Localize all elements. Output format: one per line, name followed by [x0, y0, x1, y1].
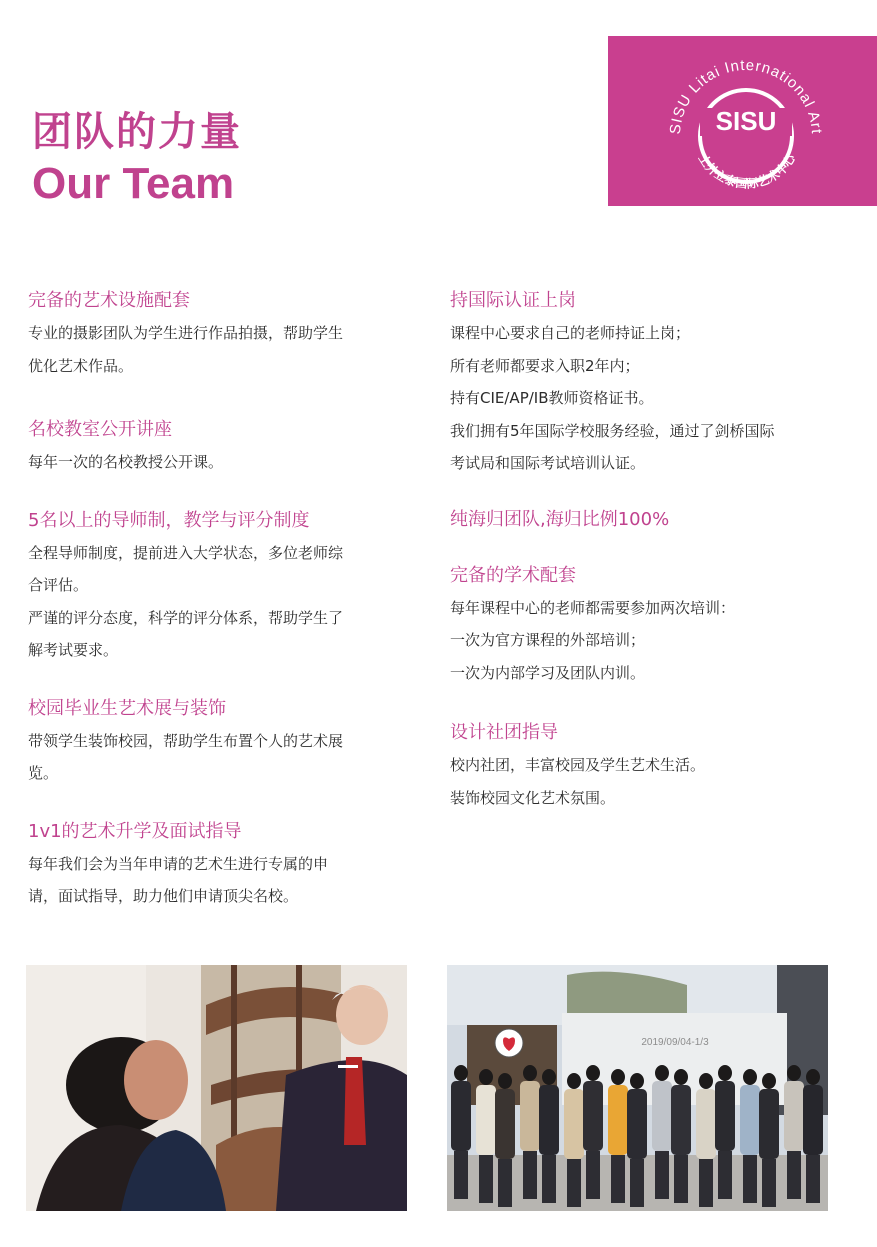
person-body [740, 1085, 760, 1155]
person-body [608, 1085, 628, 1155]
sisu-logo [608, 36, 877, 206]
section-4 [28, 693, 418, 790]
section-3 [28, 505, 418, 667]
section-body-line: 每年我们会为当年申请的艺术生进行专属的申 [28, 854, 329, 873]
person-head [762, 1073, 776, 1089]
section-1 [450, 285, 840, 480]
person-body [803, 1085, 823, 1155]
section-heading: 设计社团指导 [450, 722, 558, 743]
section-body-line: 一次为官方课程的外部培训； [450, 631, 646, 649]
person-head [498, 1073, 512, 1089]
section-3 [450, 560, 840, 690]
section-heading: 完备的学术配套 [450, 564, 576, 586]
person-head [586, 1065, 600, 1081]
left-column [28, 285, 418, 913]
person-legs [787, 1151, 801, 1199]
person-body [564, 1089, 584, 1159]
person-legs [743, 1155, 757, 1203]
section-body-line: 严谨的评分态度，科学的评分体系，帮助学生了 [28, 608, 344, 627]
logo-bottom-text: 上外立泰国际艺术中心 [695, 151, 799, 191]
sign-date-text: 2019/09/04-1/3 [641, 1037, 709, 1048]
section-body-line: 持有CIE/AP/IB教师资格证书。 [450, 389, 654, 407]
page-title-en: Our Team [32, 159, 235, 208]
page-title-cn: 团队的力量 [32, 109, 242, 155]
section-body-line: 我们拥有5年国际学校服务经验，通过了剑桥国际 [450, 421, 775, 440]
section-heading: 5名以上的导师制，教学与评分制度 [28, 509, 310, 531]
section-body-line: 每年一次的名校教授公开课。 [28, 453, 224, 471]
person-legs [567, 1159, 581, 1207]
person-head [787, 1065, 801, 1081]
person-body [451, 1081, 471, 1151]
person-head [611, 1069, 625, 1085]
person-head [655, 1065, 669, 1081]
logo-emblem-icon [608, 36, 877, 206]
person-body [715, 1081, 735, 1151]
person-legs [674, 1155, 688, 1203]
person-body [671, 1085, 691, 1155]
person-legs [542, 1155, 556, 1203]
person-body [495, 1089, 515, 1159]
person-legs [630, 1159, 644, 1207]
section-body-line: 带领学生装饰校园，帮助学生布置个人的艺术展 [28, 731, 344, 750]
person-body [652, 1081, 672, 1151]
person-head [743, 1069, 757, 1085]
section-body-line: 校内社团，丰富校园及学生艺术生活。 [450, 756, 706, 774]
person-head [806, 1069, 820, 1085]
logo-wordmark: SISU [715, 106, 777, 136]
section-body-line: 优化艺术作品。 [28, 356, 134, 375]
svg-text:上外立泰国际艺术中心 [696, 150, 799, 191]
person-legs [655, 1151, 669, 1199]
section-body-line: 合评估。 [28, 576, 89, 594]
person-legs [479, 1155, 493, 1203]
section-heading: 持国际认证上岗 [450, 290, 576, 311]
person-legs [699, 1159, 713, 1207]
right-column [450, 285, 840, 814]
section-body-line: 一次为内部学习及团队内训。 [450, 663, 646, 682]
section-body-line: 览。 [28, 764, 59, 782]
section-1 [28, 285, 418, 382]
section-body-line: 考试局和国际考试培训认证。 [450, 454, 646, 472]
person-head [699, 1073, 713, 1089]
person-legs [586, 1151, 600, 1199]
person-legs [718, 1151, 732, 1199]
person-head [523, 1065, 537, 1081]
person-body [784, 1081, 804, 1151]
person-head [479, 1069, 493, 1085]
person-body [476, 1085, 496, 1155]
section-2 [28, 414, 418, 479]
person-head [718, 1065, 732, 1081]
person-body [696, 1089, 716, 1159]
section-body-line: 所有老师都要求入职2年内； [450, 356, 640, 375]
person-legs [806, 1155, 820, 1203]
section-body-line: 装饰校园文化艺术氛围。 [450, 788, 616, 807]
section-4 [450, 717, 840, 814]
section-heading: 纯海归团队,海归比例100% [450, 508, 670, 530]
person-head [542, 1069, 556, 1085]
section-body-line: 请，面试指导，助力他们申请顶尖名校。 [28, 887, 299, 905]
person-head [630, 1073, 644, 1089]
person-legs [523, 1151, 537, 1199]
section-2 [450, 504, 840, 536]
section-heading: 校园毕业生艺术展与装饰 [28, 697, 226, 719]
person-body [627, 1089, 647, 1159]
logo-arc-text: SISU Litai International Art [666, 56, 826, 136]
person-body [759, 1089, 779, 1159]
section-heading: 1v1的艺术升学及面试指导 [28, 820, 242, 842]
person-head [454, 1065, 468, 1081]
person-head [674, 1069, 688, 1085]
photo-team-group [447, 965, 828, 1211]
person-body [583, 1081, 603, 1151]
section-body-line: 课程中心要求自己的老师持证上岗； [450, 324, 691, 342]
photo-teacher-with-students [26, 965, 407, 1211]
person-body [520, 1081, 540, 1151]
person-body [539, 1085, 559, 1155]
section-body-line: 全程导师制度，提前进入大学状态，多位老师综 [28, 543, 344, 562]
person-legs [611, 1155, 625, 1203]
person-head [567, 1073, 581, 1089]
section-heading: 完备的艺术设施配套 [28, 290, 190, 311]
person-legs [762, 1159, 776, 1207]
section-heading: 名校教室公开讲座 [28, 419, 172, 440]
person-legs [454, 1151, 468, 1199]
section-5 [28, 816, 418, 913]
person-legs [498, 1159, 512, 1207]
section-body-line: 每年课程中心的老师都需要参加两次培训： [450, 598, 736, 617]
section-body-line: 解考试要求。 [28, 641, 119, 659]
section-body-line: 专业的摄影团队为学生进行作品拍摄，帮助学生 [28, 324, 344, 342]
